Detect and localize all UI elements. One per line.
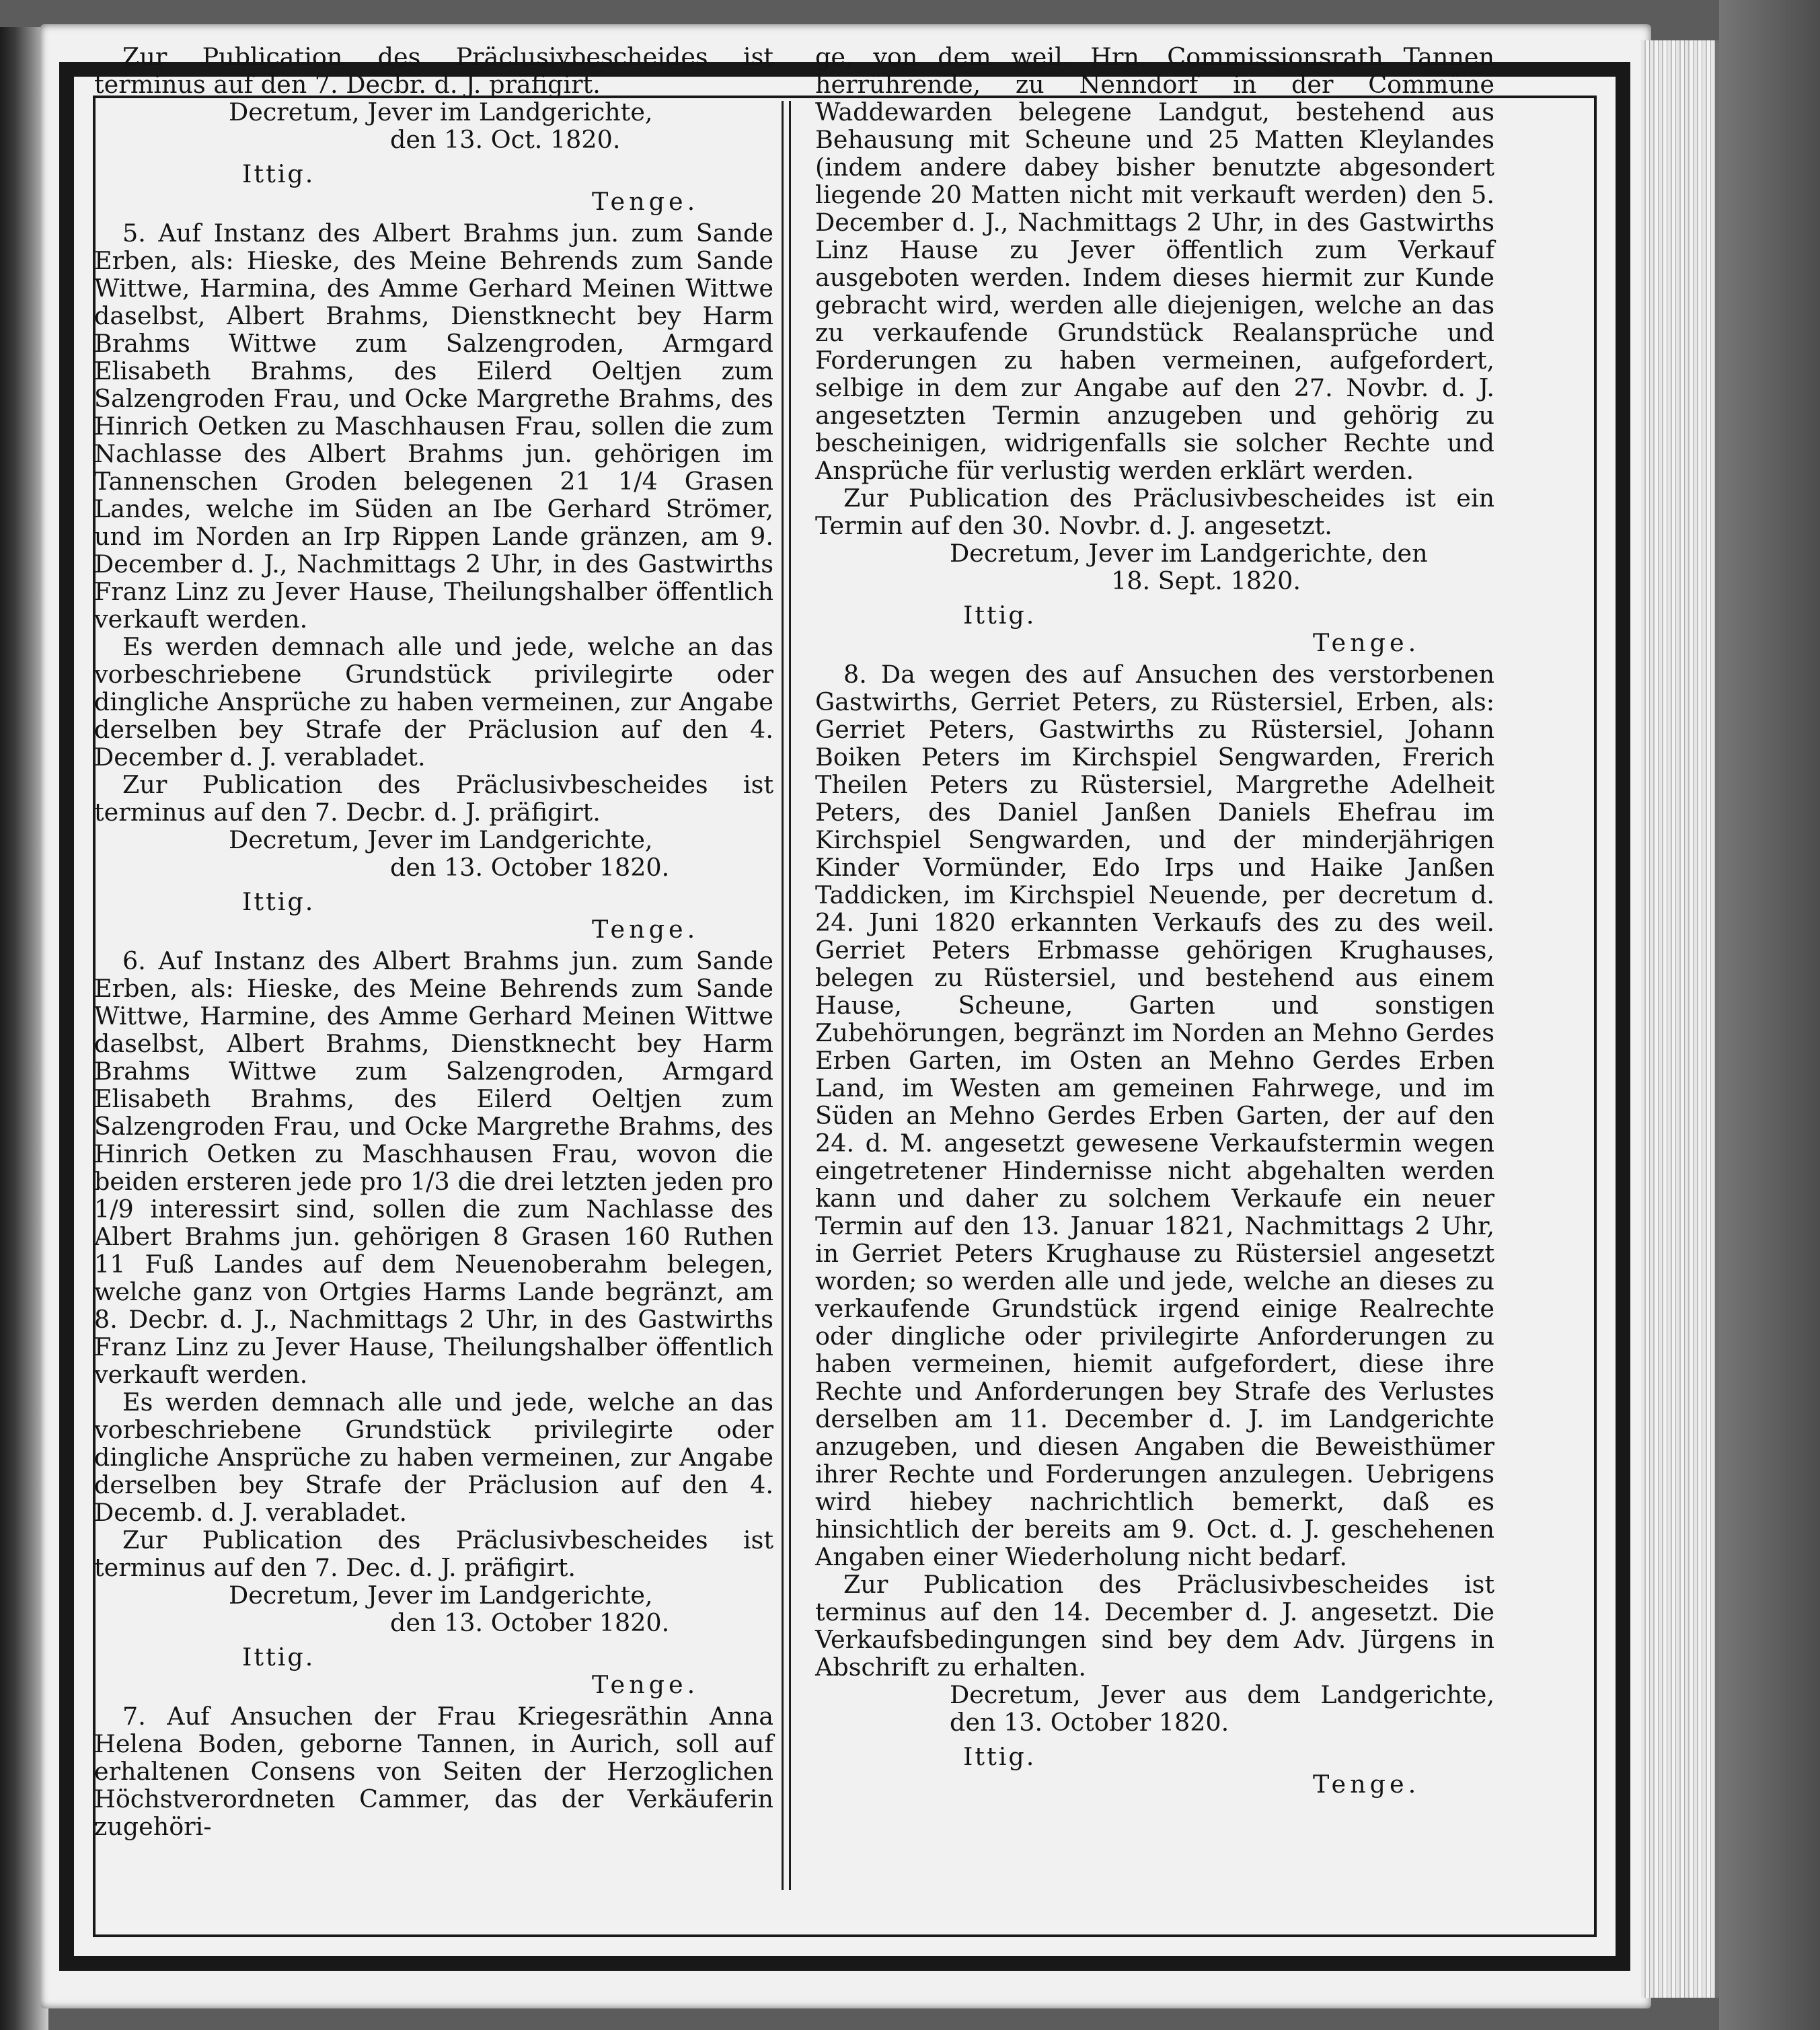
- column-divider: [782, 101, 791, 1890]
- paragraph: Es werden demnach alle und jede, welche an das vorbeschriebene Grundstück privilegirte oder dingliche Ansprüche zu haben vermeinen, zur Angabe derselben bey Strafe der Präclusion auf den 4. Decemb. d. J. verabladet.: [94, 1388, 773, 1527]
- paragraph: 8. Da wegen des auf Ansuchen des verstorbenen Gastwirths, Gerriet Peters, zu Rüstersiel, Erben, als: Gerriet Peters, Gastwirths zu Rüstersiel, Johann Boiken Peters im Kirchspiel Sengwarden, Frerich Theilen Peters zu Rüstersiel, Margrethe Adelheit Peters, des Daniel Janßen Daniels Ehefrau im Kirchspiel Sengwarden, und der minderjährigen Kinder Vormünder, Edo Irps und Haike Janßen Taddicken, im Kirchspiel Neuende, per decretum d. 24. Juni 1820 erkannten Verkaufs des zu des weil. Gerriet Peters Erbmasse gehörigen Krughauses, belegen zu Rüstersiel, und bestehend aus einem Hause, Scheune, Garten und sonstigen Zubehörungen, begränzt im Norden an Mehno Gerdes Erben Garten, im Osten an Mehno Gerdes Erben Land, im Westen am gemeinen Fahrwege, und im Süden an Mehno Gerdes Erben Garten, der auf den 24. d. M. angesetzt gewesene Verkaufstermin wegen eingetretener Hindernisse nicht abgehalten werden kann und daher zu solchem Verkaufe ein neuer Termin auf den 13. Januar 1821, Nachmittags 2 Uhr, in Gerriet Peters Krughause zu Rüstersiel angesetzt worden; so werden alle und jede, welche an dieses zu verkaufende Grundstück irgend einige Realrechte oder dingliche oder privilegirte Anforderungen zu haben vermeinen, hiemit aufgefordert, diese ihre Rechte und Anforderungen bey Strafe des Verlustes derselben am 11. December d. J. im Landgerichte anzugeben, und diesen Angaben die Beweisthümer ihrer Rechte und Forderungen anzulegen. Uebrigens wird hiebey nachrichtlich bemerkt, daß es hinsichtlich der bereits am 9. Oct. d. J. geschehenen Angaben einer Wiederholung nicht bedarf.: [815, 660, 1494, 1571]
- paragraph: Zur Publication des Präclusivbescheides ist ein Termin auf den 30. Novbr. d. J. angesetzt.: [815, 484, 1494, 540]
- signature-ittig: Ittig.: [963, 1742, 1036, 1771]
- paragraph: 5. Auf Instanz des Albert Brahms jun. zum Sande Erben, als: Hieske, des Meine Behrends zum Sande Wittwe, Harmina, des Amme Gerhard Meinen Wittwe daselbst, Albert Brahms, Dienstknecht bey Harm Brahms Wittwe zum Salzengroden, Armgard Elisabeth Brahms, des Eilerd Oeltjen zum Salzengroden Frau, und Ocke Margrethe Brahms, des Hinrich Oetken zu Maschhausen Frau, sollen die zum Nachlasse des Albert Brahms jun. gehörigen im Tannenschen Groden belegenen 21 1/4 Grasen Landes, welche im Süden an Ibe Gerhard Strömer, und im Norden an Irp Rippen Lande gränzen, am 9. December d. J., Nachmittags 2 Uhr, in des Gastwirths Franz Linz zu Jever Hause, Theilungshalber öffentlich verkauft werden.: [94, 219, 773, 634]
- paragraph: Zur Publication des Präclusivbescheides ist terminus auf den 7. Decbr. d. J. präfigirt.: [94, 42, 773, 99]
- decretum-date: 18. Sept. 1820.: [1111, 566, 1301, 595]
- decretum-line: Decretum, Jever im Landgerichte,: [229, 98, 653, 126]
- paragraph: Zur Publication des Präclusivbescheides ist terminus auf den 7. Dec. d. J. präfigirt.: [94, 1526, 773, 1582]
- paragraph: 7. Auf Ansuchen der Frau Kriegesräthin Anna Helena Boden, geborne Tannen, in Aurich, soll auf erhaltenen Consens von Seiten der Herzoglichen Höchstverordneten Cammer, das der Verkäuferin zugehöri-: [94, 1702, 773, 1841]
- decretum-line: Decretum, Jever im Landgerichte,: [229, 825, 653, 854]
- signature-tenge: Tenge.: [592, 915, 699, 944]
- signature-ittig: Ittig.: [242, 159, 315, 188]
- signature-ittig: Ittig.: [963, 601, 1036, 630]
- page-edges: [1641, 40, 1719, 1998]
- paragraph: 6. Auf Instanz des Albert Brahms jun. zum Sande Erben, als: Hieske, des Meine Behrends zum Sande Wittwe, Harmine, des Amme Gerhard Meinen Wittwe daselbst, Albert Brahms, Dienstknecht bey Harm Brahms Wittwe zum Salzengroden, Armgard Elisabeth Brahms, des Eilerd Oeltjen zum Salzengroden Frau, und Ocke Margrethe Brahms, des Hinrich Oetken zu Maschhausen Frau, wovon die beiden ersteren jede pro 1/3 die drei letzten jeden pro 1/9 interessirt sind, sollen die zum Nachlasse des Albert Brahms jun. gehörigen 8 Grasen 160 Ruthen 11 Fuß Landes auf dem Neuenoberahm belegen, welche ganz von Ortgies Harms Lande begränzt, am 8. Decbr. d. J., Nachmittags 2 Uhr, in des Gastwirths Franz Linz zu Jever Hause, Theilungshalber öffentlich verkauft werden.: [94, 946, 773, 1389]
- paragraph: Zur Publication des Präclusivbescheides ist terminus auf den 14. December d. J. angesetzt. Die Verkaufsbedingungen sind bey dem Adv. Jürgens in Abschrift zu erhalten.: [815, 1570, 1494, 1682]
- signature-tenge: Tenge.: [1313, 628, 1420, 657]
- signature-tenge: Tenge.: [592, 187, 699, 216]
- paragraph: ge, von dem weil. Hrn. Commissionsrath Tannen herrührende, zu Nenndorf in der Commüne Waddewarden belegene Landgut, bestehend aus Behausung mit Scheune und 25 Matten Kleylandes (indem andere dabey bisher benutzte abgesondert liegende 20 Matten nicht mit verkauft werden) den 5. December d. J., Nachmittags 2 Uhr, in des Gastwirths Linz Hause zu Jever öffentlich zum Verkauf ausgeboten werden. Indem dieses hiermit zur Kunde gebracht wird, werden alle diejenigen, welche an das zu verkaufende Grundstück Realansprüche und Forderungen zu haben vermeinen, aufgefordert, selbige in dem zur Angabe auf den 27. Novbr. d. J. angesetzten Termin anzugeben und gehörig zu bescheinigen, widrigenfalls sie solcher Rechte und Ansprüche für verlustig werden erklärt werden.: [815, 42, 1494, 485]
- decretum-date: den 13. October 1820.: [390, 1608, 670, 1637]
- decretum-line: Decretum, Jever aus dem Landgerichte, den 13. October 1820.: [950, 1680, 1494, 1737]
- decretum-date: den 13. October 1820.: [390, 853, 670, 882]
- signature-tenge: Tenge.: [592, 1670, 699, 1699]
- background-shadow: [1719, 0, 1820, 2030]
- left-column: [94, 43, 773, 1840]
- right-column: [815, 43, 1494, 1802]
- decretum-line: Decretum, Jever im Landgerichte,: [229, 1581, 653, 1610]
- signature-tenge: Tenge.: [1313, 1770, 1420, 1799]
- signature-ittig: Ittig.: [242, 887, 315, 916]
- decretum-date: den 13. Oct. 1820.: [390, 125, 621, 154]
- decretum-line: Decretum, Jever im Landgerichte, den: [950, 539, 1428, 568]
- signature-ittig: Ittig.: [242, 1643, 315, 1671]
- paragraph: Zur Publication des Präclusivbescheides ist terminus auf den 7. Decbr. d. J. präfigirt.: [94, 770, 773, 827]
- paragraph: Es werden demnach alle und jede, welche an das vorbeschriebene Grundstück privilegirte oder dingliche Ansprüche zu haben vermeinen, zur Angabe derselben bey Strafe der Präclusion auf den 4. December d. J. verabladet.: [94, 632, 773, 772]
